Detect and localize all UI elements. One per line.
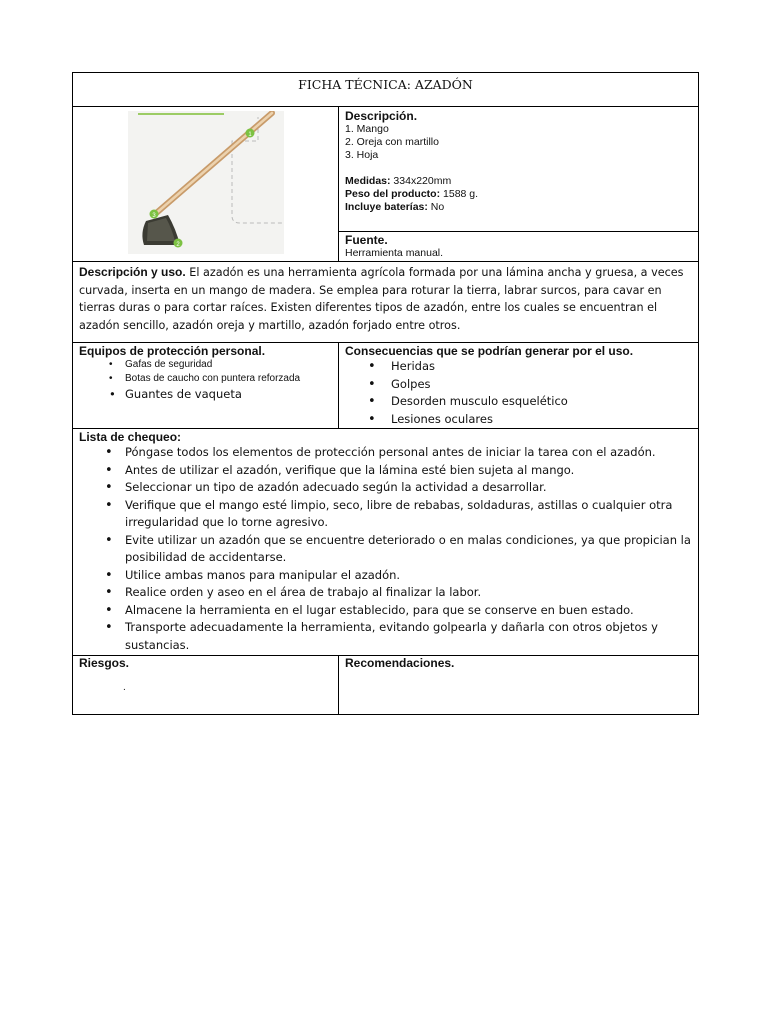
svg-text:2: 2: [176, 242, 180, 248]
hoe-illustration: [128, 111, 284, 254]
consequence-item: • Heridas: [345, 358, 692, 376]
checklist-item: • Utilice ambas manos para manipular el azadón.: [79, 567, 692, 585]
recomendaciones-cell: [339, 656, 699, 715]
checklist-item: • Realice orden y aseo en el área de trabajo al finalizar la labor.: [79, 584, 692, 602]
epp-heading: Equipos de protección personal.: [79, 344, 266, 358]
riesgos-heading: Riesgos.: [79, 656, 130, 670]
hoe-image: [128, 111, 284, 254]
image-cell: [73, 107, 339, 262]
tech-sheet-table: [72, 72, 699, 715]
baterias-value: No: [427, 201, 445, 213]
consequences-cell: [339, 343, 699, 429]
fuente-cell: [339, 232, 699, 262]
checklist-item: • Almacene la herramienta en el lugar establecido, para que se conserve en buen estado.: [79, 602, 692, 620]
description-heading: Descripción.: [345, 109, 418, 123]
checklist-item: • Seleccionar un tipo de azadón adecuado según la actividad a desarrollar.: [79, 479, 692, 497]
consequences-heading: Consecuencias que se podrían generar por el uso.: [345, 344, 634, 358]
medidas-line: [345, 175, 692, 188]
checklist-heading: Lista de chequeo:: [79, 430, 182, 444]
consequence-item: • Golpes: [345, 376, 692, 394]
uso-cell: [73, 262, 699, 343]
riesgos-cell: [73, 656, 339, 715]
medidas-label: Medidas:: [345, 175, 391, 187]
checklist-item: • Evite utilizar un azadón que se encuentre deteriorado o en malas condiciones, ya que propician la posibilidad de accidentarse.: [79, 532, 692, 567]
checklist-item: • Transporte adecuadamente la herramienta, evitando golpearla y dañarla con otros objetos y sustancias.: [79, 619, 692, 654]
checklist-list: [79, 444, 692, 654]
epp-item: • Botas de caucho con puntera reforzada: [79, 372, 332, 386]
checklist-item: • Verifique que el mango esté limpio, seco, libre de rebabas, soldaduras, astillas o cualquier otra irregularidad que lo torne agresivo.: [79, 497, 692, 532]
document-page: [72, 72, 698, 715]
recomendaciones-heading: Recomendaciones.: [345, 656, 455, 670]
peso-value: 1588 g.: [440, 188, 479, 200]
sheet-title: FICHA TÉCNICA: AZADÓN: [73, 73, 699, 107]
svg-text:3: 3: [152, 213, 156, 219]
consequence-item: • Lesiones oculares: [345, 411, 692, 429]
baterias-label: Incluye baterías:: [345, 201, 428, 213]
consequences-list: [345, 358, 692, 428]
epp-list: [79, 358, 332, 403]
svg-text:1: 1: [248, 132, 252, 138]
riesgos-mark: .: [123, 682, 126, 693]
epp-item: • Guantes de vaqueta: [79, 386, 332, 403]
uso-text: El azadón es una herramienta agrícola formada por una lámina ancha y gruesa, a veces curvada, inserta en un mango de madera. Se emplea para roturar la tierra, labrar surcos, para cavar en tierras duras o para cortar raíces. Existen diferentes tipos de azadón, entre los cuales se encuentran el azadón sencillo, azadón oreja y martillo, azadón forjado entre otros.: [79, 266, 684, 332]
medidas-value: 334x220mm: [390, 175, 452, 187]
checklist-cell: [73, 429, 699, 656]
consequence-item: • Desorden musculo esquelético: [345, 393, 692, 411]
uso-heading: Descripción y uso.: [79, 265, 186, 279]
checklist-item: • Antes de utilizar el azadón, verifique que la lámina esté bien sujeta al mango.: [79, 462, 692, 480]
part-2: 2. Oreja con martillo: [345, 136, 439, 148]
epp-item: • Gafas de seguridad: [79, 358, 332, 372]
part-3: 3. Hoja: [345, 149, 379, 161]
description-cell: [339, 107, 699, 232]
peso-line: [345, 188, 692, 201]
fuente-text: Herramienta manual.: [345, 247, 444, 259]
epp-cell: [73, 343, 339, 429]
fuente-heading: Fuente.: [345, 233, 388, 247]
baterias-line: [345, 201, 692, 214]
part-1: 1. Mango: [345, 123, 389, 135]
peso-label: Peso del producto:: [345, 188, 441, 200]
checklist-item: • Póngase todos los elementos de protección personal antes de iniciar la tarea con el azadón.: [79, 444, 692, 462]
